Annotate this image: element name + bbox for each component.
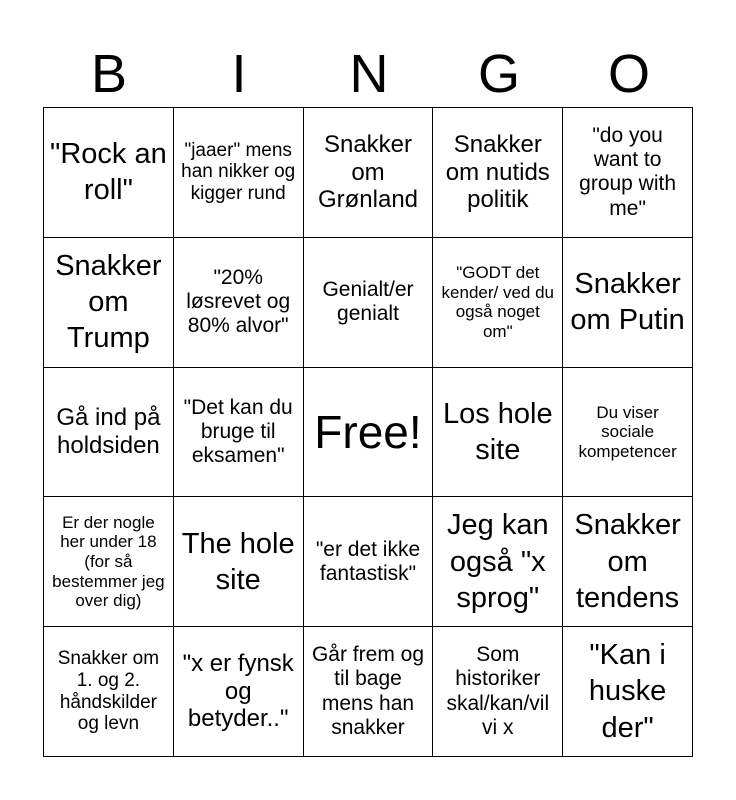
bingo-cell-r2c4[interactable]	[433, 238, 563, 368]
bingo-cell-r5c1[interactable]	[44, 627, 174, 757]
cell-text: Du viser sociale kompetencer	[578, 402, 677, 461]
header-letter-n: N	[349, 44, 389, 104]
bingo-cell-r2c2[interactable]	[174, 238, 304, 368]
bingo-cell-r2c1[interactable]	[44, 238, 174, 368]
header-letter-g: G	[477, 44, 520, 104]
bingo-cell-r2c3[interactable]	[304, 238, 434, 368]
bingo-cell-r4c3[interactable]	[304, 497, 434, 627]
bingo-cell-r4c4[interactable]	[433, 497, 563, 627]
cell-text: "GODT det kender/ ved du også noget om"	[441, 263, 555, 341]
cell-text: Som historiker skal/kan/vil vi x	[446, 643, 550, 739]
cell-text: Går frem og til bage mens han snakker	[311, 643, 425, 739]
bingo-cell-r1c4[interactable]	[433, 108, 563, 238]
cell-text: "x er fynsk og betyder.."	[182, 650, 294, 733]
bingo-cell-r4c2[interactable]	[174, 497, 304, 627]
cell-text: "er det ikke fantastisk"	[315, 537, 421, 585]
bingo-cell-r1c3[interactable]	[304, 108, 434, 238]
bingo-cell-r4c5[interactable]	[563, 497, 693, 627]
bingo-header	[44, 40, 694, 108]
bingo-cell-r5c4[interactable]	[433, 627, 563, 757]
cell-text: Snakker om Trump	[55, 249, 162, 355]
cell-text: Snakker om 1. og 2. håndskilder og levn	[57, 647, 160, 735]
bingo-cell-r3c2[interactable]	[174, 368, 304, 498]
cell-text: Snakker om Grønland	[317, 131, 419, 214]
free-text: Free!	[314, 405, 422, 458]
cell-text: "Rock an roll"	[50, 138, 167, 207]
bingo-cell-r3c1[interactable]	[44, 368, 174, 498]
cell-text: The hole site	[181, 527, 295, 596]
cell-text: "Kan i huske der"	[588, 639, 667, 744]
bingo-cell-r3c4[interactable]	[433, 368, 563, 498]
cell-text: Genialt/er genialt	[322, 278, 414, 326]
bingo-cell-r3c5[interactable]	[563, 368, 693, 498]
cell-text: "do you want to group with me"	[579, 124, 677, 220]
cell-text: Jeg kan også "x sprog"	[447, 509, 549, 614]
cell-text: "Det kan du bruge til eksamen"	[183, 395, 293, 468]
bingo-cell-r1c5[interactable]	[563, 108, 693, 238]
header-letter-b: B	[90, 44, 128, 104]
bingo-cell-r5c2[interactable]	[174, 627, 304, 757]
cell-text: "jaaer" mens han nikker og kigger rund	[181, 139, 296, 205]
bingo-board	[43, 107, 693, 757]
bingo-cell-r2c5[interactable]	[563, 238, 693, 368]
cell-text: Gå ind på holdsiden	[56, 404, 161, 459]
bingo-cell-r5c5[interactable]	[563, 627, 693, 757]
cell-text: Er der nogle her under 18 (for så bestemmer jeg over dig)	[52, 512, 165, 611]
bingo-cell-r5c3[interactable]	[304, 627, 434, 757]
cell-text: "20% løsrevet og 80% alvor"	[186, 265, 291, 338]
header-letter-o: O	[607, 44, 650, 104]
bingo-cell-r1c2[interactable]	[174, 108, 304, 238]
bingo-cell-r1c1[interactable]	[44, 108, 174, 238]
bingo-cell-free[interactable]	[304, 368, 434, 498]
cell-text: Snakker om nutids politik	[445, 131, 550, 214]
cell-text: Snakker om tendens	[574, 509, 681, 614]
cell-text: Snakker om Putin	[570, 267, 685, 337]
bingo-cell-r4c1[interactable]	[44, 497, 174, 627]
header-letter-i: I	[231, 44, 247, 104]
cell-text: Los hole site	[442, 397, 553, 466]
